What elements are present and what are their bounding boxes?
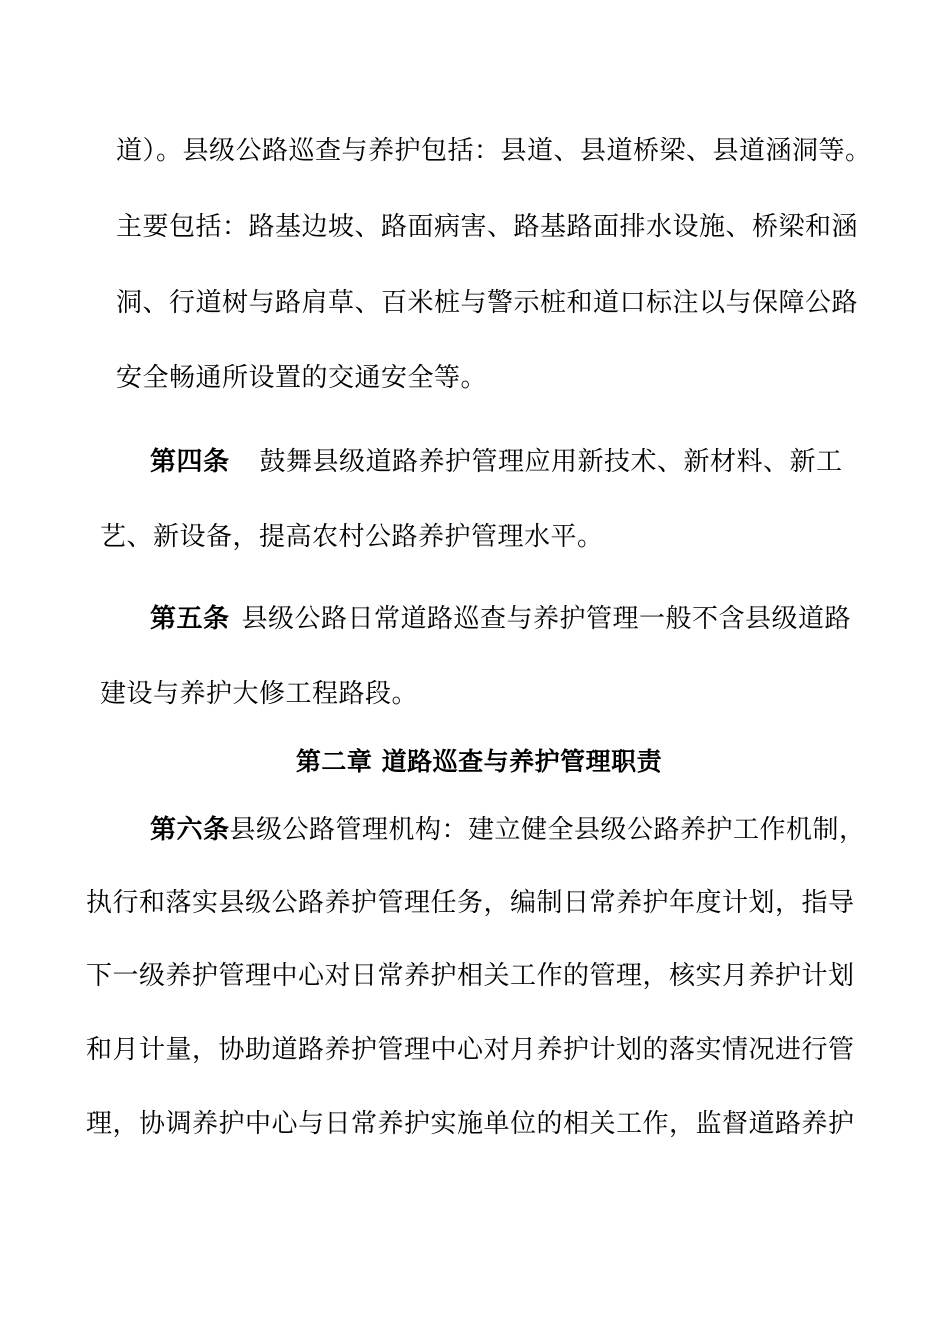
paragraph-line: 建设与养护大修工程路段。 [100, 679, 419, 709]
paragraph-line: 执行和落实县级公路养护管理任务，编制日常养护年度计划，指导 [86, 888, 855, 918]
chapter-heading: 第二章 道路巡查与养护管理职责 [295, 747, 663, 776]
article-label: 第四条 [150, 447, 230, 477]
article-5-line [150, 602, 851, 636]
article-4-line [150, 445, 843, 479]
article-6-line [150, 813, 866, 847]
paragraph-line: 洞、行道树与路肩草、百米桩与警示桩和道口标注以与保障公路 [116, 288, 859, 318]
article-text: 县级公路日常道路巡查与养护管理一般不含县级道路 [241, 604, 852, 634]
article-label: 第五条 [150, 604, 230, 634]
article-label: 第六条 [150, 815, 230, 845]
paragraph-line: 艺、新设备，提高农村公路养护管理水平。 [100, 522, 604, 552]
paragraph-line: 和月计量，协助道路养护管理中心对月养护计划的落实情况进行管 [86, 1035, 855, 1065]
article-text: 鼓舞县级道路养护管理应用新技术、新材料、新工 [259, 447, 843, 477]
paragraph-line: 安全畅通所设置的交通安全等。 [116, 363, 488, 393]
paragraph-line: 下一级养护管理中心对日常养护相关工作的管理，核实月养护计划 [86, 961, 855, 991]
paragraph-line: 主要包括：路基边坡、路面病害、路基路面排水设施、桥梁和涵 [116, 212, 859, 242]
paragraph-line: 道）。县级公路巡查与养护包括：县道、县道桥梁、县道涵洞等。 [116, 136, 872, 166]
paragraph-line: 理，协调养护中心与日常养护实施单位的相关工作，监督道路养护 [86, 1109, 855, 1139]
article-text: 县级公路管理机构：建立健全县级公路养护工作机制， [229, 815, 866, 845]
